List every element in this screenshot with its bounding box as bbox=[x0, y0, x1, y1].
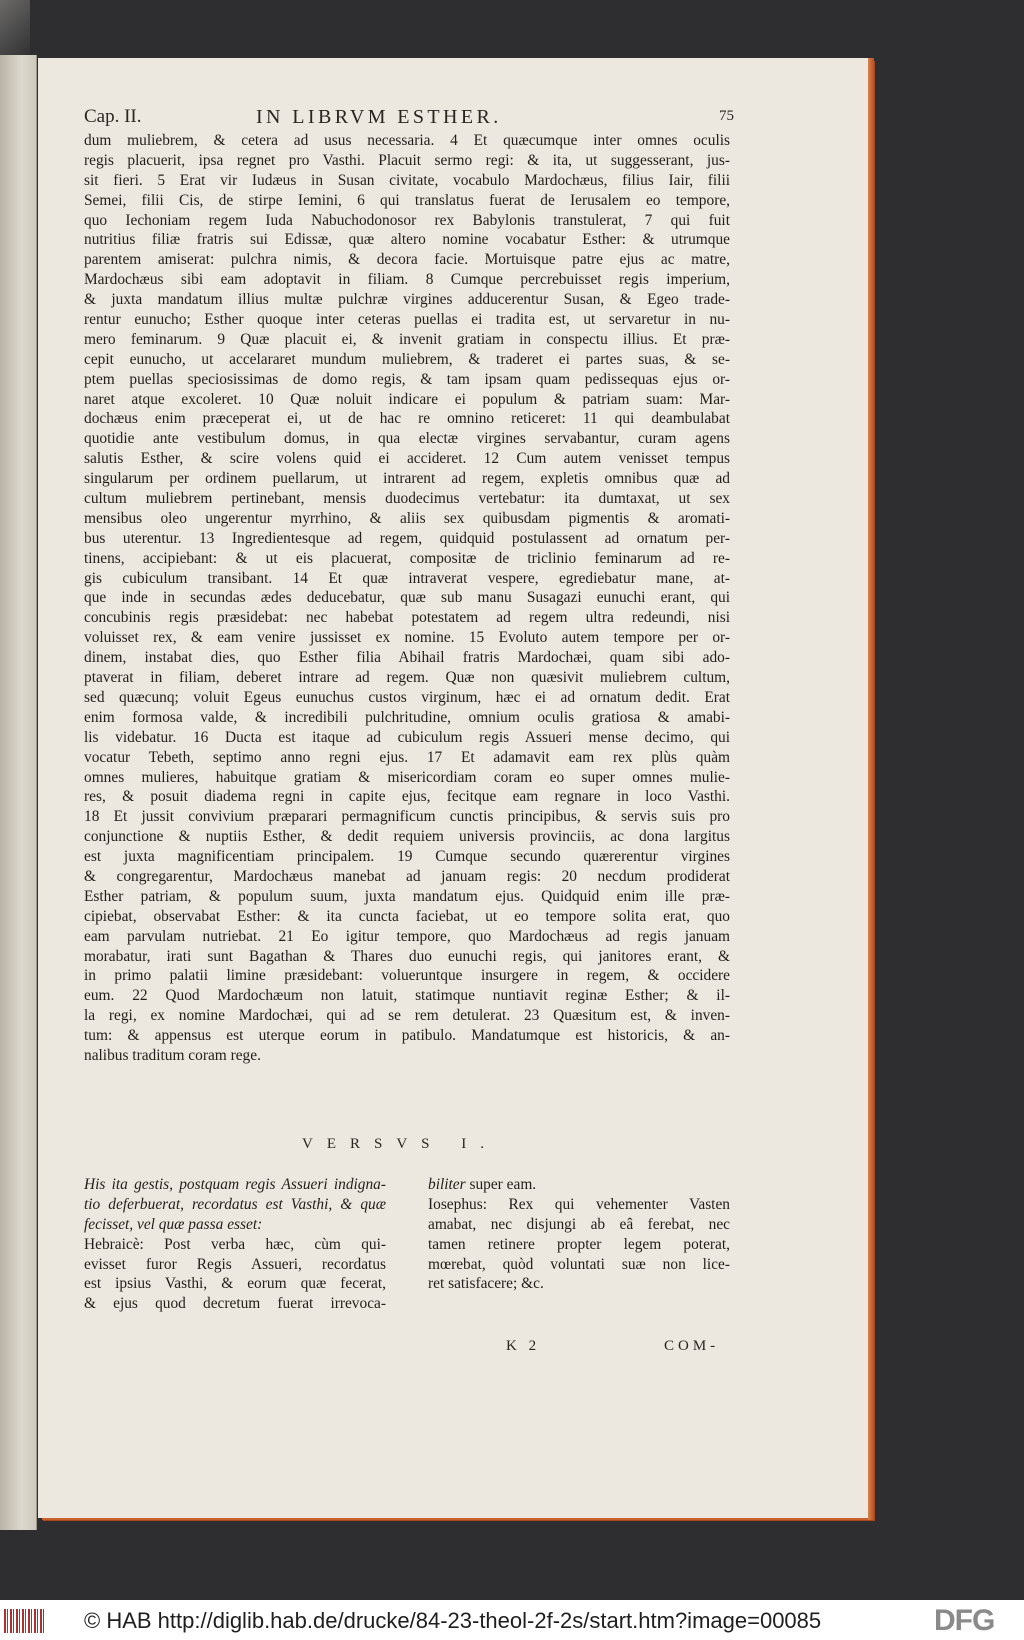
text-line: sed quæcunq; voluit Egeus eunuchus custos virginum, hæc ei ad ornatum dedit. Erat bbox=[84, 688, 730, 706]
text-line: omnes mulieres, habuitque gratiam & misericordiam coram eo super omnes mulie- bbox=[84, 768, 730, 786]
text-line: la regi, ex nomine Mardochæi, qui ad se rem detulerat. 23 Quæsitum est, & inven- bbox=[84, 1007, 730, 1025]
dfg-logo: DFG bbox=[934, 1604, 995, 1637]
text-line: eum. 22 Quod Mardochæum non latuit, statimque nuntiavit reginæ Esther; & il- bbox=[84, 987, 730, 1005]
text-line: bus uterentur. 13 Ingredientesque ad regem, quidquid postulassent ad ornatum per- bbox=[84, 529, 730, 547]
commentary-line: tamen retinere propter legem poterat, bbox=[428, 1235, 730, 1253]
commentary-line: Iosephus: Rex qui vehementer Vasten bbox=[428, 1195, 730, 1213]
text-line: dum muliebrem, & cetera ad usus necessaria. 4 Et quæcumque inter omnes oculis bbox=[84, 132, 730, 149]
text-line: tinens, accipiebant: & ut eis placuerat, compositæ de triclinio feminarum ad re- bbox=[84, 549, 730, 567]
text-line: morabatur, irati sunt Bagathan & Thares duo eunuchi regis, qui janitores erant, & bbox=[84, 947, 730, 965]
text-line: mero feminarum. 9 Quæ placuit ei, & invenit gratiam in conspectu illius. Et præ- bbox=[84, 330, 730, 348]
text-line: 18 Et jussit convivium præparari permagnificum cunctis principibus, & servis suis pro bbox=[84, 808, 730, 826]
text-line: parentem amiserat: pulchra nimis, & decora facie. Mortuisque patre ejus ac matre, bbox=[84, 251, 730, 269]
text-line: nalibus traditum coram rege. bbox=[84, 1046, 261, 1064]
text-line: cipiebat, observabat Esther: & ita cuncta faciebat, ut eo tempore solita erat, quo bbox=[84, 907, 730, 925]
text-line: vocatur Tebeth, septimo anno regni ejus. 17 Et adamavit eam rex plùs quàm bbox=[84, 748, 730, 766]
catchword: COM- bbox=[664, 1338, 720, 1354]
running-header bbox=[84, 106, 734, 132]
signature-mark: K 2 bbox=[506, 1338, 541, 1354]
text-line: naret atque excoleret. 10 Quæ noluit indicare ei populum & patriam suam: Mar- bbox=[84, 390, 730, 408]
commentary-line: & ejus quod decretum fuerat irrevoca- bbox=[84, 1295, 386, 1313]
commentary-left-column bbox=[84, 1175, 386, 1314]
text-line: singularum per ordinem puellarum, ut intrarent ad regem, expletis omnibus quæ ad bbox=[84, 470, 730, 488]
text-line: & juxta mandatum illius multæ pulchræ virgines adducerentur Susan, & Egeo trade- bbox=[84, 291, 730, 309]
facing-page-edge bbox=[0, 55, 37, 1530]
text-line: quo Iechoniam regem Iuda Nabuchodonosor rex Babylonis transtulerat, 7 qui fuit bbox=[84, 211, 730, 229]
text-line: dinem, instabat dies, quo Esther filia Abihail fratris Mardochæi, quam sibi ado- bbox=[84, 649, 730, 667]
commentary-line: biliter super eam. bbox=[428, 1176, 537, 1193]
commentary-line: Hebraicè: Post verba hæc, cùm qui- bbox=[84, 1235, 386, 1253]
section-heading: VERSVS I. bbox=[301, 1136, 498, 1152]
commentary-line: ret satisfacere; &c. bbox=[428, 1275, 544, 1293]
commentary-line: His ita gestis, postquam regis Assueri indigna- bbox=[84, 1176, 386, 1193]
text-line: regis placuerit, ipsa regnet pro Vasthi. Placuit sermo regi: & ita, ut suggesserant, jus- bbox=[84, 151, 730, 169]
text-line: que inde in secundas ædes deducebatur, quæ sub manu Susagazi eunuchi erant, qui bbox=[84, 589, 730, 607]
barcode-icon bbox=[4, 1609, 46, 1633]
text-line: ptaverat in filiam, deberet intrare ad regem. Quæ non quæsivit muliebrem cultum, bbox=[84, 669, 730, 687]
chapter-label: Cap. II. bbox=[84, 106, 142, 127]
commentary-line: tio deferbuerat, recordatus est Vasthi, & quæ bbox=[84, 1195, 386, 1213]
commentary-line: est ipsius Vasthi, & eorum quæ fecerat, bbox=[84, 1275, 386, 1293]
text-line: sit fieri. 5 Erat vir Iudæus in Susan civitate, vocabulo Mardochæus, filius Iair, filii bbox=[84, 171, 730, 189]
text-line: enim formosa valde, & incredibili pulchritudine, omnium oculis gratiosa & amabi- bbox=[84, 708, 730, 726]
text-line: res, & posuit diadema regni in capite ejus, fecitque eam regnare in loco Vasthi. bbox=[84, 788, 730, 806]
text-line: Mardochæus sibi eam adoptavit in filiam. 8 Cumque percrebuisset regis imperium, bbox=[84, 271, 730, 289]
text-line: eam parvulam nutriebat. 21 Eo igitur tempore, quo Mardochæus ad regis januam bbox=[84, 927, 730, 945]
text-line: in primo palatii limine præsidebant: volueruntque insurgere in regem, & occidere bbox=[84, 967, 730, 985]
commentary-right-column bbox=[428, 1175, 730, 1294]
text-line: conjunctione & nuptiis Esther, & dedit requiem universis provinciis, ac dona largitus bbox=[84, 828, 730, 846]
commentary-line: mœrebat, quòd voluntati suæ non lice- bbox=[428, 1255, 730, 1273]
text-line: tum: & appensus est uterque eorum in patibulo. Mandatumque est historicis, & an- bbox=[84, 1027, 730, 1045]
text-line: Esther patriam, & populum suum, juxta mandatum ejus. Quidquid enim ille præ- bbox=[84, 887, 730, 905]
text-line: Semei, filii Cis, de stirpe Iemini, 6 qui translatus fuerat de Ierusalem eo tempore, bbox=[84, 191, 730, 209]
footer-bar bbox=[0, 1600, 1024, 1640]
text-line: dochæus enim præceperat ei, ut de hac re omnino reticeret: 11 qui deambulabat bbox=[84, 410, 730, 428]
commentary-line: amabat, nec disjungi ab eâ ferebat, nec bbox=[428, 1215, 730, 1233]
main-text-block bbox=[84, 131, 730, 1066]
page-number: 75 bbox=[719, 108, 734, 124]
scan-corner-shadow bbox=[0, 0, 30, 60]
text-line: concubinis regis præsidebat: nec habebat potestatem ad regem ultra redeundi, nisi bbox=[84, 609, 730, 627]
text-line: nutritius filiæ fratris sui Edissæ, quæ altero nomine vocabatur Esther: & utrumque bbox=[84, 231, 730, 249]
text-line: lis videbatur. 16 Ducta est itaque ad cubiculum regis Assueri mense decimo, qui bbox=[84, 728, 730, 746]
text-line: quotidie ante vestibulum domus, in qua electæ virgines servabantur, curam agens bbox=[84, 430, 730, 448]
text-line: salutis Esther, & scire volens quid ei accideret. 12 Cum autem venisset tempus bbox=[84, 450, 730, 468]
page-red-edge bbox=[868, 58, 874, 1520]
text-line: ptem puellas speciosissimas de domo regis, & tam ipsam quam pedissequas ejus or- bbox=[84, 370, 730, 388]
text-line: rentur eunucho; Esther quoque inter ceteras puellas ei tradita est, ut servaretur in nu- bbox=[84, 311, 730, 329]
text-line: mensibus oleo ungerentur myrrhino, & aliis sex quibusdam pigmentis & aromati- bbox=[84, 509, 730, 527]
commentary-line: evisset furor Regis Assueri, recordatus bbox=[84, 1255, 386, 1273]
text-line: est juxta magnificentiam principalem. 19 Cumque secundo quærerentur virgines bbox=[84, 848, 730, 866]
commentary-line: fecisset, vel quæ passa esset: bbox=[84, 1215, 263, 1233]
text-line: cepit eunucho, ut accelararet mundum muliebrem, & traderet ei partes suas, & se- bbox=[84, 350, 730, 368]
running-title: IN LIBRVM ESTHER. bbox=[256, 106, 502, 128]
text-line: voluisset rex, & eam venire jussisset ex nomine. 15 Evoluto autem tempore per or- bbox=[84, 629, 730, 647]
text-line: cultum muliebrem pertinebant, mensis duodecimus vertebatur: ita dumtaxat, ut sex bbox=[84, 490, 730, 508]
copyright-url[interactable]: © HAB http://diglib.hab.de/drucke/84-23-theol-2f-2s/start.htm?image=00085 bbox=[84, 1608, 822, 1633]
text-line: & congregarentur, Mardochæus manebat ad januam regis: 20 necdum prodiderat bbox=[84, 867, 730, 885]
text-line: gis cubiculum transibant. 14 Et quæ intraverat vespere, egrediebatur mane, at- bbox=[84, 569, 730, 587]
